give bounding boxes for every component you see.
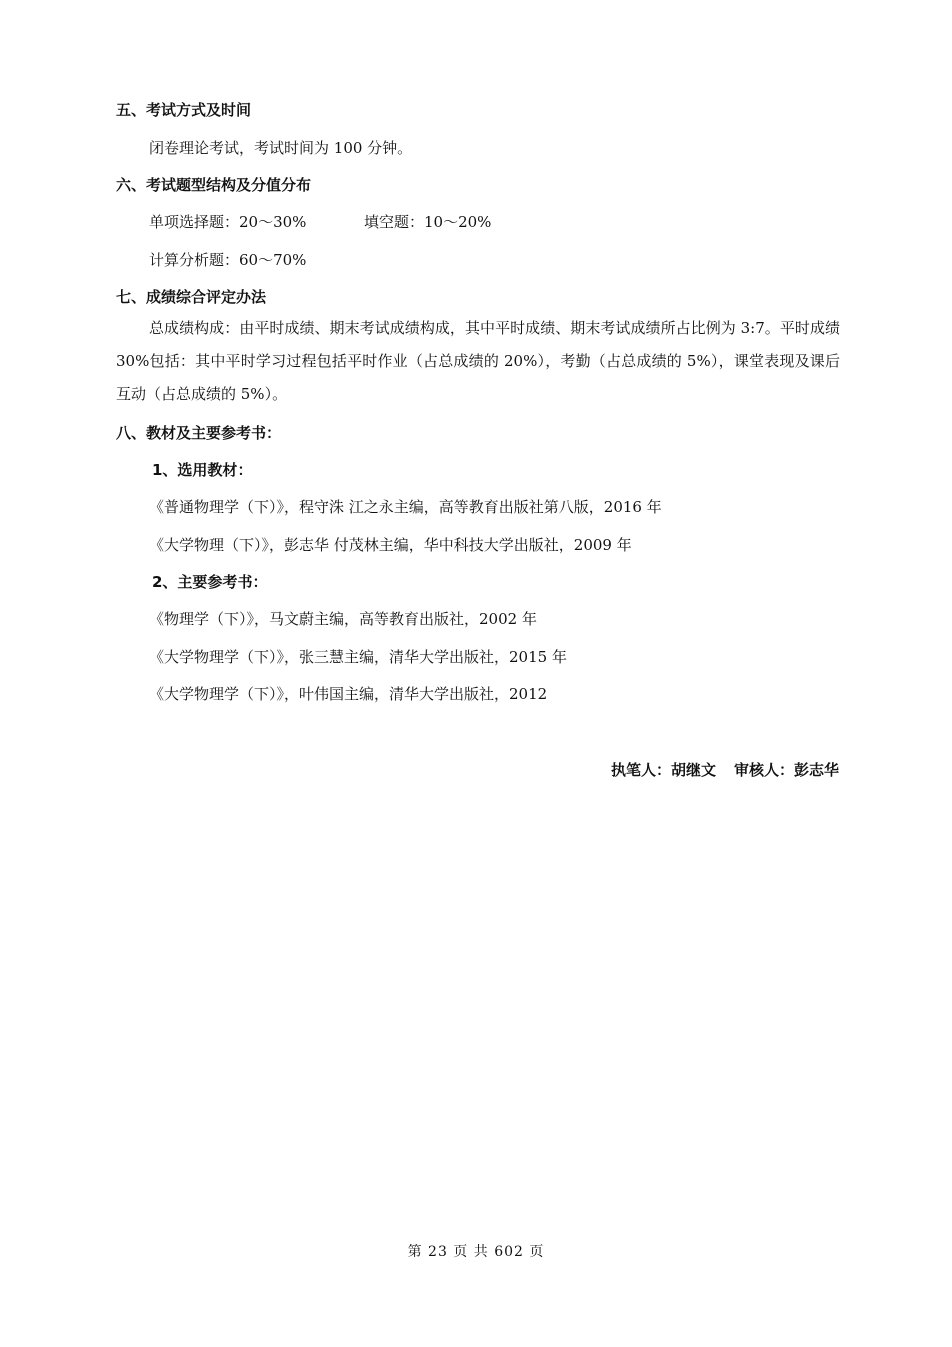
textbook-item: 《大学物理（下）》，彭志华 付茂林主编，华中科技大学出版社，2009 年: [149, 536, 632, 554]
section-7-body: 总成绩构成：由平时成绩、期末考试成绩构成，其中平时成绩、期末考试成绩所占比例为 3:7。平时成绩 30%包括：其中平时学习过程包括平时作业（占总成绩的 20%），考勤（占总成绩的 5%），课堂表现及课后互动（占总成绩的 5%）。: [116, 319, 840, 403]
reference-item: 《物理学（下）》，马文蔚主编，高等教育出版社，2002 年: [149, 610, 537, 628]
reference-item: 《大学物理学（下）》，叶伟国主编，清华大学出版社，2012: [149, 685, 548, 703]
section-8-heading: 八、教材及主要参考书：: [116, 424, 282, 442]
reference-item: 《大学物理学（下）》，张三慧主编，清华大学出版社，2015 年: [149, 648, 567, 666]
section-6-heading: 六、考试题型结构及分值分布: [116, 176, 312, 194]
textbook-item: 《普通物理学（下）》，程守洙 江之永主编，高等教育出版社第八版，2016 年: [149, 498, 662, 516]
textbooks-title: 1、选用教材：: [152, 461, 253, 479]
section-7-heading: 七、成绩综合评定办法: [116, 288, 267, 306]
question-type-calculation: 计算分析题：60～70%: [149, 251, 307, 269]
page-number-footer: 第 23 页 共 602 页: [407, 1244, 545, 1260]
reviewer-signature: 审核人：彭志华: [733, 761, 839, 779]
question-type-fill-blank: 填空题：10～20%: [364, 213, 492, 231]
section-5-heading: 五、考试方式及时间: [116, 101, 252, 119]
signature-block: [611, 760, 839, 780]
question-type-single-choice: 单项选择题：20～30%: [149, 213, 307, 231]
references-title: 2、主要参考书：: [152, 573, 268, 591]
author-signature: 执笔人：胡继文: [610, 761, 716, 779]
section-5-body: 闭卷理论考试，考试时间为 100 分钟。: [149, 139, 413, 157]
